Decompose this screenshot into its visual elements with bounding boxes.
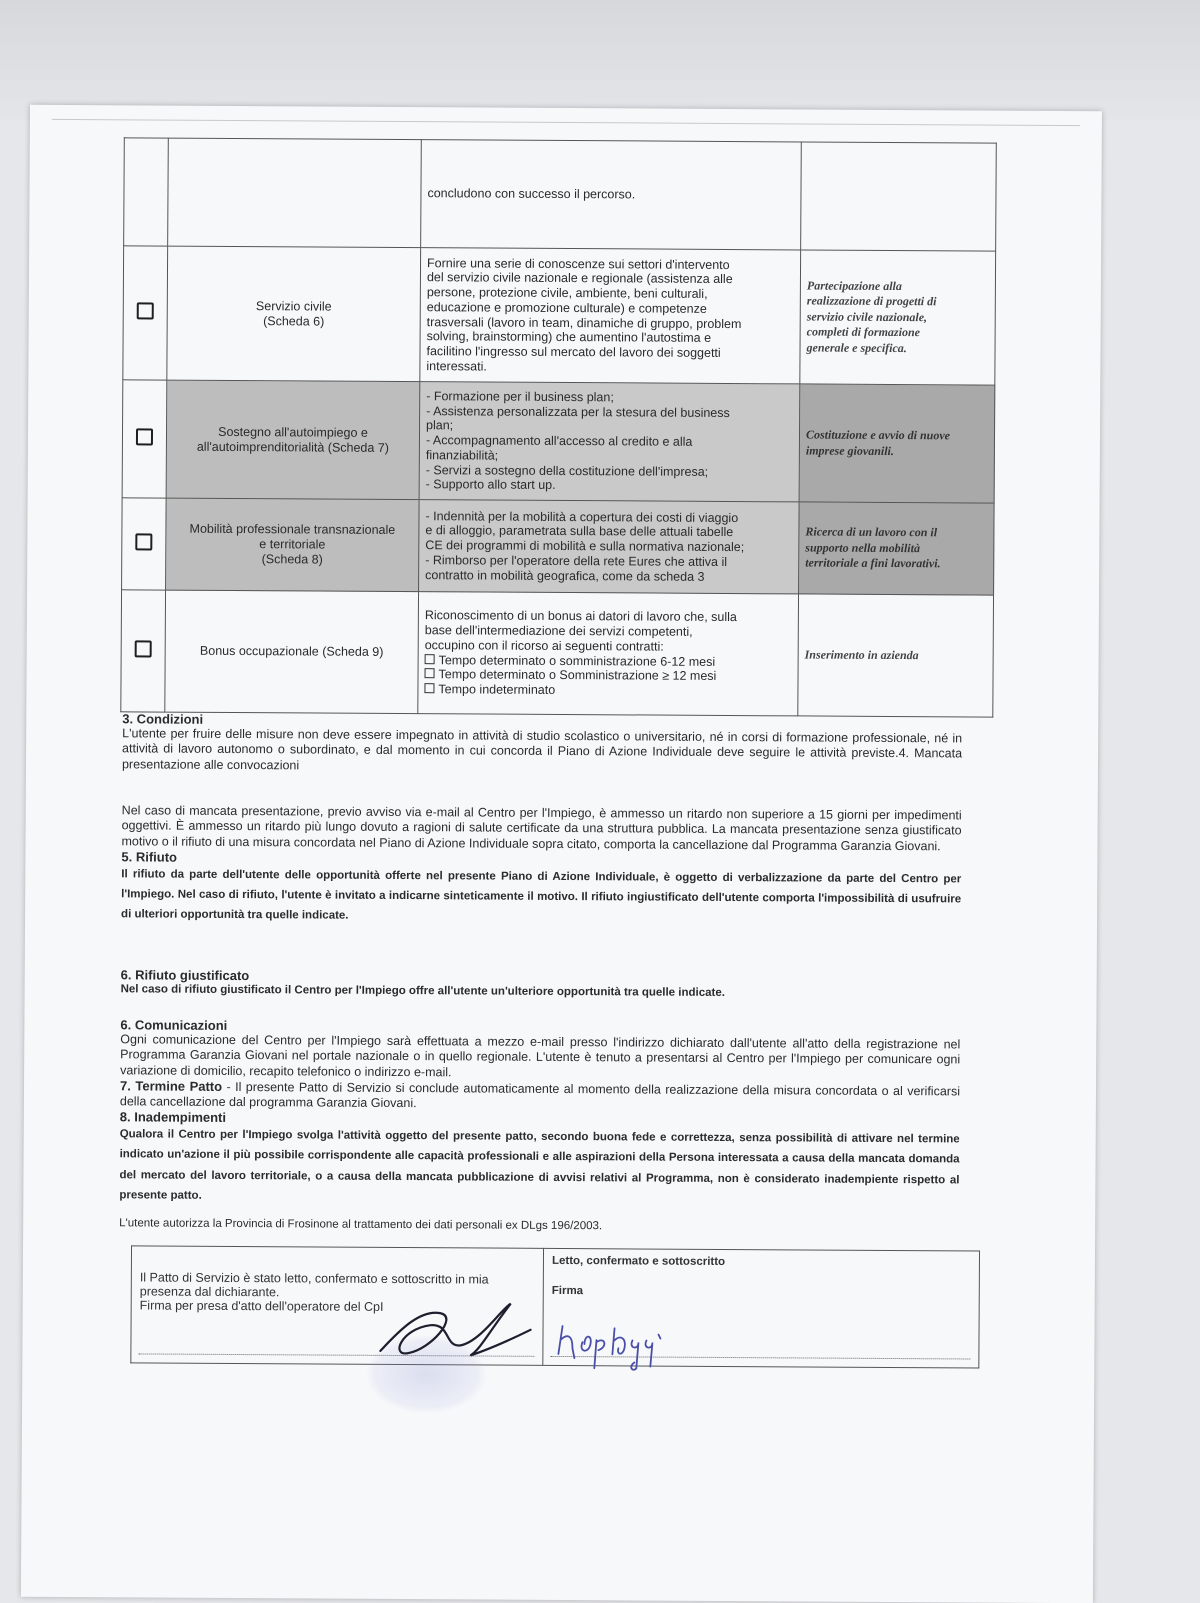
measure-description-line: - Rimborso per l'operatore della rete Eures che attiva il xyxy=(425,553,728,569)
section-mancata-presentazione xyxy=(121,803,962,929)
measure-description-cell xyxy=(419,500,800,594)
measure-description-line: - Indennità per la mobilità a copertura dei costi di viaggio xyxy=(425,508,739,525)
measure-description-line: e di alloggio, parametrata sulla base delle attuali tabelle xyxy=(425,523,734,540)
measure-outcome-line: imprese giovanili. xyxy=(805,442,894,458)
checkbox-cell xyxy=(123,246,168,380)
measure-description-line: finanziabilità; xyxy=(425,448,499,463)
measures-table xyxy=(120,137,996,717)
measure-row xyxy=(123,246,996,385)
measure-name-cell xyxy=(165,590,419,714)
measure-description-line: educazione e promozione culturale) e competenze xyxy=(426,299,707,316)
section-comunicazioni xyxy=(119,1017,960,1234)
measure-name-line: (Scheda 6) xyxy=(263,313,325,329)
measure-description-line: solving, brainstorming) che aumentino l'autostima e xyxy=(426,329,712,346)
measure-outcome-cell xyxy=(799,384,995,503)
page-top-rule xyxy=(52,119,1080,126)
user-signature xyxy=(552,1304,672,1375)
measure-name-cell xyxy=(166,498,420,592)
measure-description-line: Riconoscimento di un bonus ai datori di lavoro che, sulla xyxy=(424,608,737,625)
firma-label: Firma xyxy=(551,1284,584,1298)
measure-description-line: - Servizi a sostegno della costituzione dell'impresa; xyxy=(425,462,709,479)
measure-name-line: all'autoimprenditorialità (Scheda 7) xyxy=(196,439,389,455)
section-title: 8. Inadempimenti xyxy=(119,1109,227,1126)
measure-outcome-line: servizio civile nazionale, xyxy=(806,309,928,324)
measure-description-line: interessati. xyxy=(426,358,487,374)
checkbox-cell xyxy=(122,380,167,498)
option-checkbox[interactable] xyxy=(424,683,434,693)
option-checkbox[interactable] xyxy=(425,668,435,678)
document-page xyxy=(21,105,1102,1603)
section-text: Nel caso di rifiuto giustificato il Centro per l'Impiego offre all'utente un'ulteriore opportunità tra quelle indicate. xyxy=(120,983,725,999)
measure-description-cell xyxy=(420,248,801,384)
measure-checkbox[interactable] xyxy=(135,641,152,658)
signature-text-line: presenza dal dichiarante. xyxy=(139,1284,280,1300)
section-title: 6. Comunicazioni xyxy=(120,1017,228,1033)
measure-description-line: CE dei programmi di mobilità e sulla normativa nazionale; xyxy=(425,538,745,555)
section-title: 3. Condizioni xyxy=(122,711,204,727)
measure-outcome-line: Costituzione e avvio di nuove xyxy=(805,427,951,443)
measure-outcome-line: territoriale a fini lavorativi. xyxy=(805,555,941,571)
measure-checkbox[interactable] xyxy=(137,303,154,320)
measure-outcome-line: realizzazione di progetti di xyxy=(806,293,937,309)
measure-outcome-cell xyxy=(799,502,995,595)
section-text: Il rifiuto da parte dell'utente delle opportunità offerte nel presente Piano di Azione Individuale, è oggetto di verbalizzazione da parte del Centro per l'Impiego. Nel caso di rifiuto, l'utente è invitato a indicarne sinteticamente il motivo. Il rifiuto ingiustificato dell'utente comporta l'impossibilità di usufruire di ulteriori opportunità tra quelle indicate. xyxy=(121,868,962,922)
measure-description-cell xyxy=(421,140,802,250)
measure-name-line: Servizio civile xyxy=(255,298,332,314)
checkbox-cell xyxy=(122,498,167,590)
measure-description-line: - Accompagnamento all'accesso al credito e alla xyxy=(425,433,693,449)
measure-outcome-cell xyxy=(800,250,996,385)
measure-description-line: Fornire una serie di conoscenze sui settori d'intervento xyxy=(427,255,730,272)
section-condizioni xyxy=(122,711,962,777)
measure-description-line: del servizio civile nazionale e regionale (assistenza alle xyxy=(426,270,733,287)
measure-description-cell xyxy=(418,592,799,716)
measure-outcome-cell xyxy=(801,142,997,251)
measure-outcome-cell xyxy=(798,594,994,717)
background xyxy=(0,0,1200,120)
section-title: 5. Rifiuto xyxy=(121,849,178,865)
option-checkbox[interactable] xyxy=(425,654,435,664)
measure-checkbox[interactable] xyxy=(135,534,152,551)
measure-description-line: concludono con successo il percorso. xyxy=(427,186,636,202)
measure-outcome-line: Inserimento in azienda xyxy=(804,647,919,662)
measure-checkbox[interactable] xyxy=(136,429,153,446)
section-title: 7. Termine Patto xyxy=(119,1078,223,1094)
section-text: Nel caso di mancata presentazione, previo avviso via e-mail al Centro per l'Impiego, è ammesso un ritardo non superiore a 15 giorni per impedimenti oggettivi. È ammesso un ritardo più lungo dovuto a ragioni di salute certificate da una struttura pubblica. La mancata presentazione senza giustificato motivo o il rifiuto di una misura concordata nel Piano di Azione Individuale sopra citato, comporta la cancellazione dal Programma Garanzia Giovani. xyxy=(121,803,962,853)
contract-option xyxy=(424,682,791,699)
measure-row xyxy=(124,138,997,251)
measure-outcome-line: completi di formazione xyxy=(806,324,921,340)
measure-description-cell xyxy=(419,382,800,502)
signature-text-line: Firma per presa d'atto dell'operatore del CpI xyxy=(139,1298,384,1314)
privacy-consent: L'utente autorizza la Provincia di Frosinone al trattamento dei dati personali ex DLgs 196/2003. xyxy=(119,1217,603,1232)
measure-description-line: trasversali (lavoro in team, dinamiche di gruppo, problem xyxy=(426,314,742,331)
section-text: - Il presente Patto di Servizio si conclude automaticamente al momento della realizzazione della misura concordata o al verificarsi della cancellazione dal programma Garanzia Giovani. xyxy=(119,1079,961,1111)
measure-row xyxy=(122,380,995,503)
measure-description-line: persone, protezione civile, ambiente, beni culturali, xyxy=(426,285,708,301)
measure-name-line: Sostegno all'autoimpiego e xyxy=(218,424,368,440)
option-label: Tempo determinato o Somministrazione ≥ 12 mesi xyxy=(438,667,717,684)
measure-outcome-line: supporto nella mobilità xyxy=(805,540,921,555)
measure-description-line: plan; xyxy=(426,418,454,433)
measure-description-line: - Supporto allo start up. xyxy=(425,477,556,493)
measure-description-line: facilitino l'ingresso sul mercato del lavoro dei soggetti xyxy=(426,344,721,360)
measure-row xyxy=(121,590,994,717)
signature-text-line: Il Patto di Servizio è stato letto, confermato e sottoscritto in mia xyxy=(139,1270,489,1287)
measure-row xyxy=(122,498,995,595)
section-rifiuto-giustificato xyxy=(121,967,961,1002)
section-text: Qualora il Centro per l'Impiego svolga l'attività oggetto del presente patto, secondo buona fede e correttezza, senza possibilità di attivare nel termine indicato un'azione il più possibile corrispondente alle capacità professionali e alle aspirazioni della Persona interessata a causa della mancata domanda del mercato del lavoro territoriale, o a causa della mancata pubblicazione di avvisi relativi al Programma, non è considerato inadempiente rispetto al presente patto. xyxy=(119,1128,960,1202)
measure-name-cell xyxy=(167,246,421,382)
option-label: Tempo indeterminato xyxy=(438,682,556,697)
option-label: Tempo determinato o somministrazione 6-12 mesi xyxy=(438,652,716,669)
measure-name-cell xyxy=(168,138,422,248)
measure-outcome-line: Ricerca di un lavoro con il xyxy=(805,524,938,540)
confirmation-label: Letto, confermato e sottoscritto xyxy=(551,1254,726,1268)
measure-outcome-line: generale e specifica. xyxy=(806,340,907,355)
measure-name-line: Mobilità professionale transnazionale xyxy=(189,522,396,538)
section-text: L'utente per fruire delle misure non deve essere impegnato in attività di studio scolastico o universitario, né in corsi di formazione professionale, né in attività di lavoro autonomo o subordinato, e dal momento in cui concorda il Piano di Azione Individuale deve seguire le attività previste.4. Mancata presentazione alle convocazioni xyxy=(121,726,963,772)
measure-description-line: - Assistenza personalizzata per la stesura del business xyxy=(426,403,730,420)
checkbox-cell xyxy=(121,590,166,712)
measure-description-line: contratto in mobilità geografica, come da scheda 3 xyxy=(425,567,705,584)
measure-description-line: occupino con il ricorso ai seguenti contratti: xyxy=(424,637,664,654)
measure-description-line: base dell'intermediazione dei servizi competenti, xyxy=(424,623,693,639)
measure-name-line: Bonus occupazionale (Scheda 9) xyxy=(199,643,384,660)
measure-outcome-line: Partecipazione alla xyxy=(806,277,902,293)
checkbox-cell xyxy=(124,138,169,246)
measure-name-line: (Scheda 8) xyxy=(261,552,323,567)
measure-name-cell xyxy=(166,380,420,500)
section-text: Ogni comunicazione del Centro per l'Impiego sarà effettuata a mezzo e-mail presso l'indirizzo dichiarato dall'utente all'atto della registrazione nel Programma Garanzia Giovani nel portale nazionale o in quello regionale. L'utente è tenuto a presentarsi al Centro per l'Impiego per comunicare ogni variazione di domicilio, recapito telefonico o indirizzo e-mail. xyxy=(120,1032,961,1079)
section-title: 6. Rifiuto giustificato xyxy=(120,967,250,984)
measure-name-line: e territoriale xyxy=(259,537,326,552)
operator-signature xyxy=(360,1289,540,1370)
measure-description-line: - Formazione per il business plan; xyxy=(426,389,614,405)
termine-patto xyxy=(120,1078,960,1115)
